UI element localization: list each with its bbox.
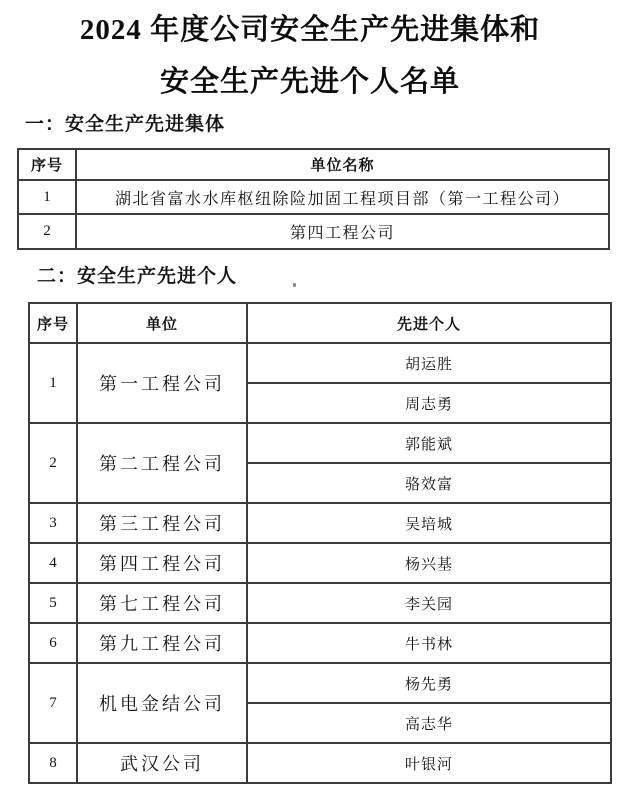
table-row [29, 423, 611, 463]
scanned-document-page [0, 12, 620, 806]
serial-cell: 5 [29, 583, 77, 623]
unit-cell: 机电金结公司 [77, 663, 247, 743]
unit-cell: 武汉公司 [77, 743, 247, 783]
table-row [18, 214, 609, 249]
serial-cell: 7 [29, 663, 77, 743]
serial-cell: 6 [29, 623, 77, 663]
unit-cell: 第九工程公司 [77, 623, 247, 663]
serial-cell: 1 [29, 343, 77, 423]
serial-cell: 3 [29, 503, 77, 543]
collectives-header-row [18, 149, 609, 180]
advanced-individuals-table [28, 302, 612, 784]
unit-name-cell: 第四工程公司 [76, 214, 609, 249]
section-heading-collectives: 一：安全生产先进集体 [25, 114, 226, 135]
person-cell: 吴培城 [247, 503, 611, 543]
unit-cell: 第四工程公司 [77, 543, 247, 583]
person-cell: 胡运胜 [247, 343, 611, 383]
serial-cell: 8 [29, 743, 77, 783]
unit-cell: 第三工程公司 [77, 503, 247, 543]
table-row [29, 343, 611, 383]
person-cell: 骆效富 [247, 463, 611, 503]
person-cell: 周志勇 [247, 383, 611, 423]
scan-artifact-dot [293, 283, 296, 287]
individuals-header-row [29, 303, 611, 343]
serial-cell: 2 [29, 423, 77, 503]
table-row [18, 180, 609, 214]
individuals-col-header-person: 先进个人 [247, 303, 611, 343]
individuals-col-header-serial: 序号 [29, 303, 77, 343]
person-cell: 叶银河 [247, 743, 611, 783]
unit-cell: 第二工程公司 [77, 423, 247, 503]
serial-cell: 1 [18, 180, 76, 214]
table-row [29, 583, 611, 623]
person-cell: 郭能斌 [247, 423, 611, 463]
table-row [29, 743, 611, 783]
individuals-col-header-unit: 单位 [77, 303, 247, 343]
document-title-line1: 2024 年度公司安全生产先进集体和 [79, 14, 541, 46]
unit-cell: 第一工程公司 [77, 343, 247, 423]
section-heading-individuals: 二：安全生产先进个人 [37, 266, 238, 287]
document-title-line2: 安全生产先进个人名单 [159, 66, 460, 98]
serial-cell: 4 [29, 543, 77, 583]
person-cell: 杨兴基 [247, 543, 611, 583]
table-row [29, 503, 611, 543]
person-cell: 牛书林 [247, 623, 611, 663]
table-row [29, 663, 611, 703]
person-cell: 杨先勇 [247, 663, 611, 703]
unit-name-cell: 湖北省富水水库枢纽除险加固工程项目部（第一工程公司） [76, 180, 609, 214]
collectives-col-header-unit-name: 单位名称 [76, 149, 609, 180]
table-row [29, 543, 611, 583]
advanced-collectives-table [17, 148, 610, 250]
collectives-col-header-serial: 序号 [18, 149, 76, 180]
person-cell: 高志华 [247, 703, 611, 743]
person-cell: 李关园 [247, 583, 611, 623]
unit-cell: 第七工程公司 [77, 583, 247, 623]
serial-cell: 2 [18, 214, 76, 249]
table-row [29, 623, 611, 663]
